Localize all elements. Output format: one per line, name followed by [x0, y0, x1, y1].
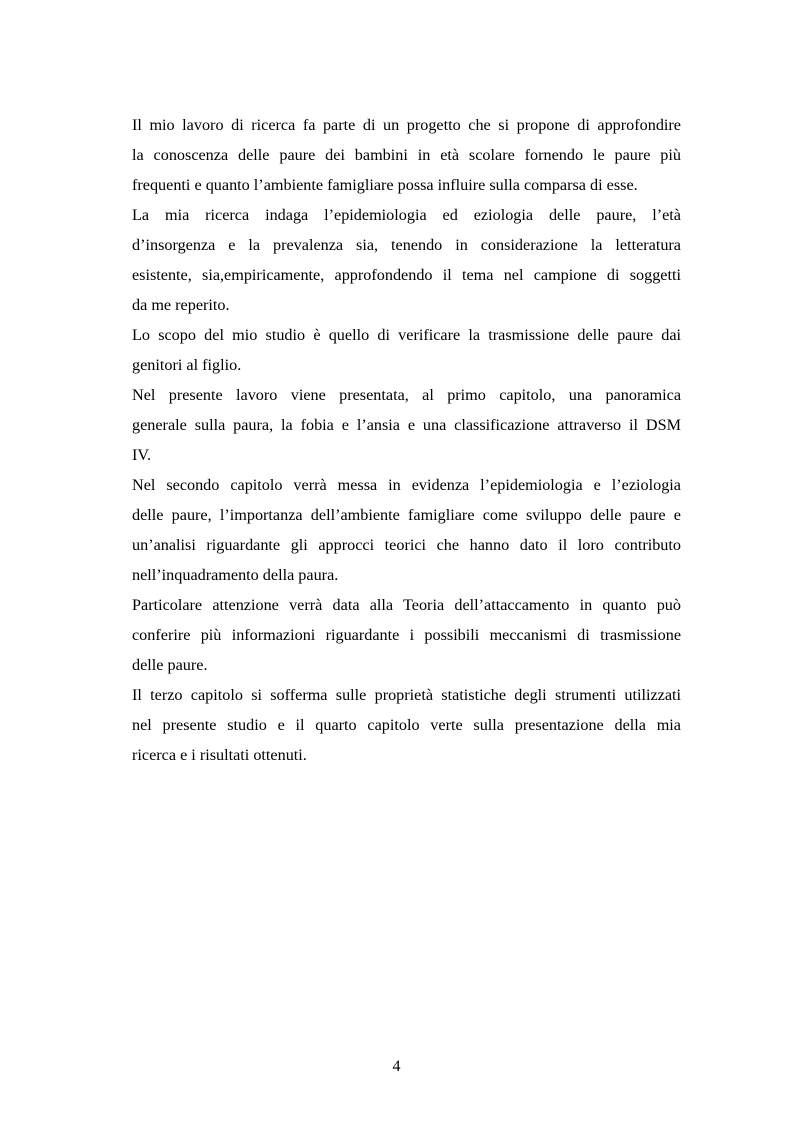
body-text: [132, 110, 681, 770]
text-line: Il terzo capitolo si sofferma sulle proprietà statistiche degli strumenti utilizzati: [132, 686, 681, 704]
text-line: la conoscenza delle paure dei bambini in età scolare fornendo le paure più: [132, 146, 681, 164]
text-line: un’analisi riguardante gli approcci teorici che hanno dato il loro contributo: [132, 536, 681, 554]
text-line: IV.: [132, 446, 152, 464]
text-line: nell’inquadramento della paura.: [132, 566, 339, 584]
text-line: d’insorgenza e la prevalenza sia, tenendo in considerazione la letteratura: [132, 236, 681, 254]
paragraph-4: [132, 380, 681, 470]
page-number: 4: [392, 1058, 401, 1075]
text-line: da me reperito.: [132, 296, 230, 314]
text-line: Nel secondo capitolo verrà messa in evidenza l’epidemiologia e l’eziologia: [132, 476, 681, 494]
paragraph-3: [132, 320, 681, 380]
text-line: delle paure, l’importanza dell’ambiente famigliare come sviluppo delle paure e: [132, 506, 681, 524]
text-line: conferire più informazioni riguardante i possibili meccanismi di trasmissione: [132, 626, 681, 644]
text-line: Il mio lavoro di ricerca fa parte di un progetto che si propone di approfondire: [132, 116, 681, 134]
text-line: esistente, sia,empiricamente, approfondendo il tema nel campione di soggetti: [132, 266, 681, 284]
text-line: delle paure.: [132, 656, 208, 674]
text-line: frequenti e quanto l’ambiente famigliare possa influire sulla comparsa di esse.: [132, 176, 638, 194]
text-line: generale sulla paura, la fobia e l’ansia e una classificazione attraverso il DSM: [132, 416, 681, 434]
text-line: Nel presente lavoro viene presentata, al primo capitolo, una panoramica: [132, 386, 681, 404]
paragraph-7: [132, 680, 681, 770]
text-line: Particolare attenzione verrà data alla Teoria dell’attaccamento in quanto può: [132, 596, 681, 614]
text-line: nel presente studio e il quarto capitolo verte sulla presentazione della mia: [132, 716, 681, 734]
text-line: La mia ricerca indaga l’epidemiologia ed eziologia delle paure, l’età: [132, 206, 681, 224]
paragraph-6: [132, 590, 681, 680]
paragraph-1: [132, 110, 681, 200]
paragraph-2: [132, 200, 681, 320]
text-line: Lo scopo del mio studio è quello di verificare la trasmissione delle paure dai: [132, 326, 681, 344]
text-line: ricerca e i risultati ottenuti.: [132, 746, 307, 764]
text-line: genitori al figlio.: [132, 356, 242, 374]
paragraph-5: [132, 470, 681, 590]
